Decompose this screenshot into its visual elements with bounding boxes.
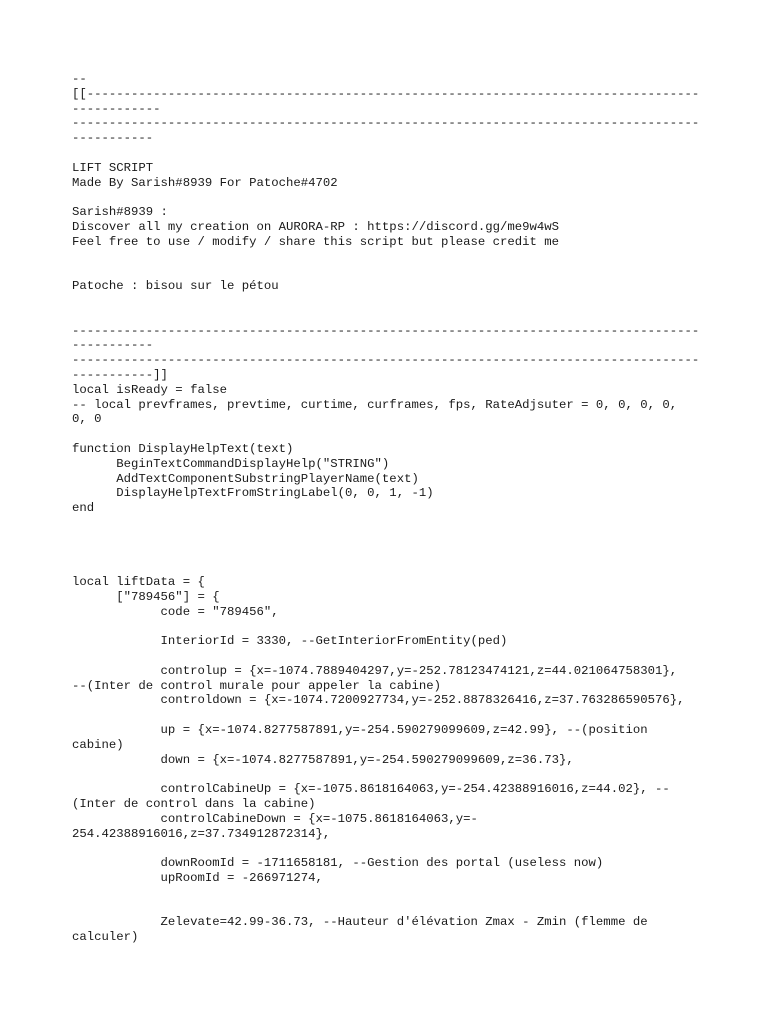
code-line	[72, 767, 702, 782]
code-line	[72, 546, 702, 561]
code-line: AddTextComponentSubstringPlayerName(text)	[72, 471, 419, 486]
code-line	[72, 146, 702, 161]
code-line: -----------]]	[72, 367, 168, 382]
code-line: Sarish#8939 :	[72, 205, 168, 220]
code-line: 254.42388916016,z=37.734912872314},	[72, 826, 331, 841]
code-line	[72, 886, 702, 901]
code-line: controlCabineUp = {x=-1075.8618164063,y=-254.42388916016,z=44.02}, --	[72, 782, 670, 797]
code-line: controlCabineDown = {x=-1075.8618164063,y=-	[72, 811, 478, 826]
code-line	[72, 250, 702, 265]
code-line: Discover all my creation on AURORA-RP : https://discord.gg/me9w4wS	[72, 219, 560, 234]
code-line: local liftData = {	[72, 575, 205, 590]
code-line	[72, 531, 702, 546]
code-line	[72, 294, 702, 309]
code-line: --(Inter de control murale pour appeler la cabine)	[72, 678, 441, 693]
code-line: calculer)	[72, 930, 139, 945]
code-line: Made By Sarish#8939 For Patoche#4702	[72, 175, 338, 190]
code-line: -----------	[72, 131, 154, 146]
code-line	[72, 649, 702, 664]
code-line: -------------------------------------------------------------------------------------	[72, 116, 700, 131]
code-line: cabine)	[72, 737, 124, 752]
code-line: 0, 0	[72, 412, 102, 427]
code-line	[72, 708, 702, 723]
code-line: ["789456"] = {	[72, 589, 220, 604]
code-line: LIFT SCRIPT	[72, 160, 154, 175]
code-line: upRoomId = -266971274,	[72, 871, 323, 886]
code-line	[72, 619, 702, 634]
code-line: Feel free to use / modify / share this script but please credit me	[72, 234, 560, 249]
code-document	[72, 72, 702, 945]
code-line	[72, 841, 702, 856]
code-line: up = {x=-1074.8277587891,y=-254.590279099609,z=42.99}, --(position	[72, 723, 648, 738]
code-line: BeginTextCommandDisplayHelp("STRING")	[72, 456, 390, 471]
code-line: [[-----------------------------------------------------------------------------------	[72, 86, 700, 101]
code-line	[72, 309, 702, 324]
code-line: ------------	[72, 101, 161, 116]
code-line: Zelevate=42.99-36.73, --Hauteur d'élévation Zmax - Zmin (flemme de	[72, 915, 648, 930]
code-line	[72, 427, 702, 442]
code-line: -----------	[72, 338, 154, 353]
code-line: function DisplayHelpText(text)	[72, 441, 294, 456]
code-line: downRoomId = -1711658181, --Gestion des portal (useless now)	[72, 856, 604, 871]
code-line	[72, 560, 702, 575]
code-line: end	[72, 501, 95, 516]
code-line: local isReady = false	[72, 382, 227, 397]
code-line	[72, 901, 702, 916]
code-line: controldown = {x=-1074.7200927734,y=-252.8878326416,z=37.763286590576},	[72, 693, 685, 708]
code-line: -------------------------------------------------------------------------------------	[72, 353, 700, 368]
code-line: --	[72, 72, 87, 86]
code-line: InteriorId = 3330, --GetInteriorFromEntity(ped)	[72, 634, 508, 649]
code-line: Patoche : bisou sur le pétou	[72, 279, 279, 294]
code-line: DisplayHelpTextFromStringLabel(0, 0, 1, -1)	[72, 486, 434, 501]
code-line	[72, 190, 702, 205]
code-line	[72, 264, 702, 279]
code-line: -- local prevframes, prevtime, curtime, curframes, fps, RateAdjsuter = 0, 0, 0, 0,	[72, 397, 678, 412]
code-line: code = "789456",	[72, 604, 279, 619]
code-line: controlup = {x=-1074.7889404297,y=-252.78123474121,z=44.021064758301},	[72, 663, 678, 678]
code-line: (Inter de control dans la cabine)	[72, 797, 316, 812]
code-line: down = {x=-1074.8277587891,y=-254.590279099609,z=36.73},	[72, 752, 574, 767]
code-line: -------------------------------------------------------------------------------------	[72, 323, 700, 338]
code-line	[72, 516, 702, 531]
